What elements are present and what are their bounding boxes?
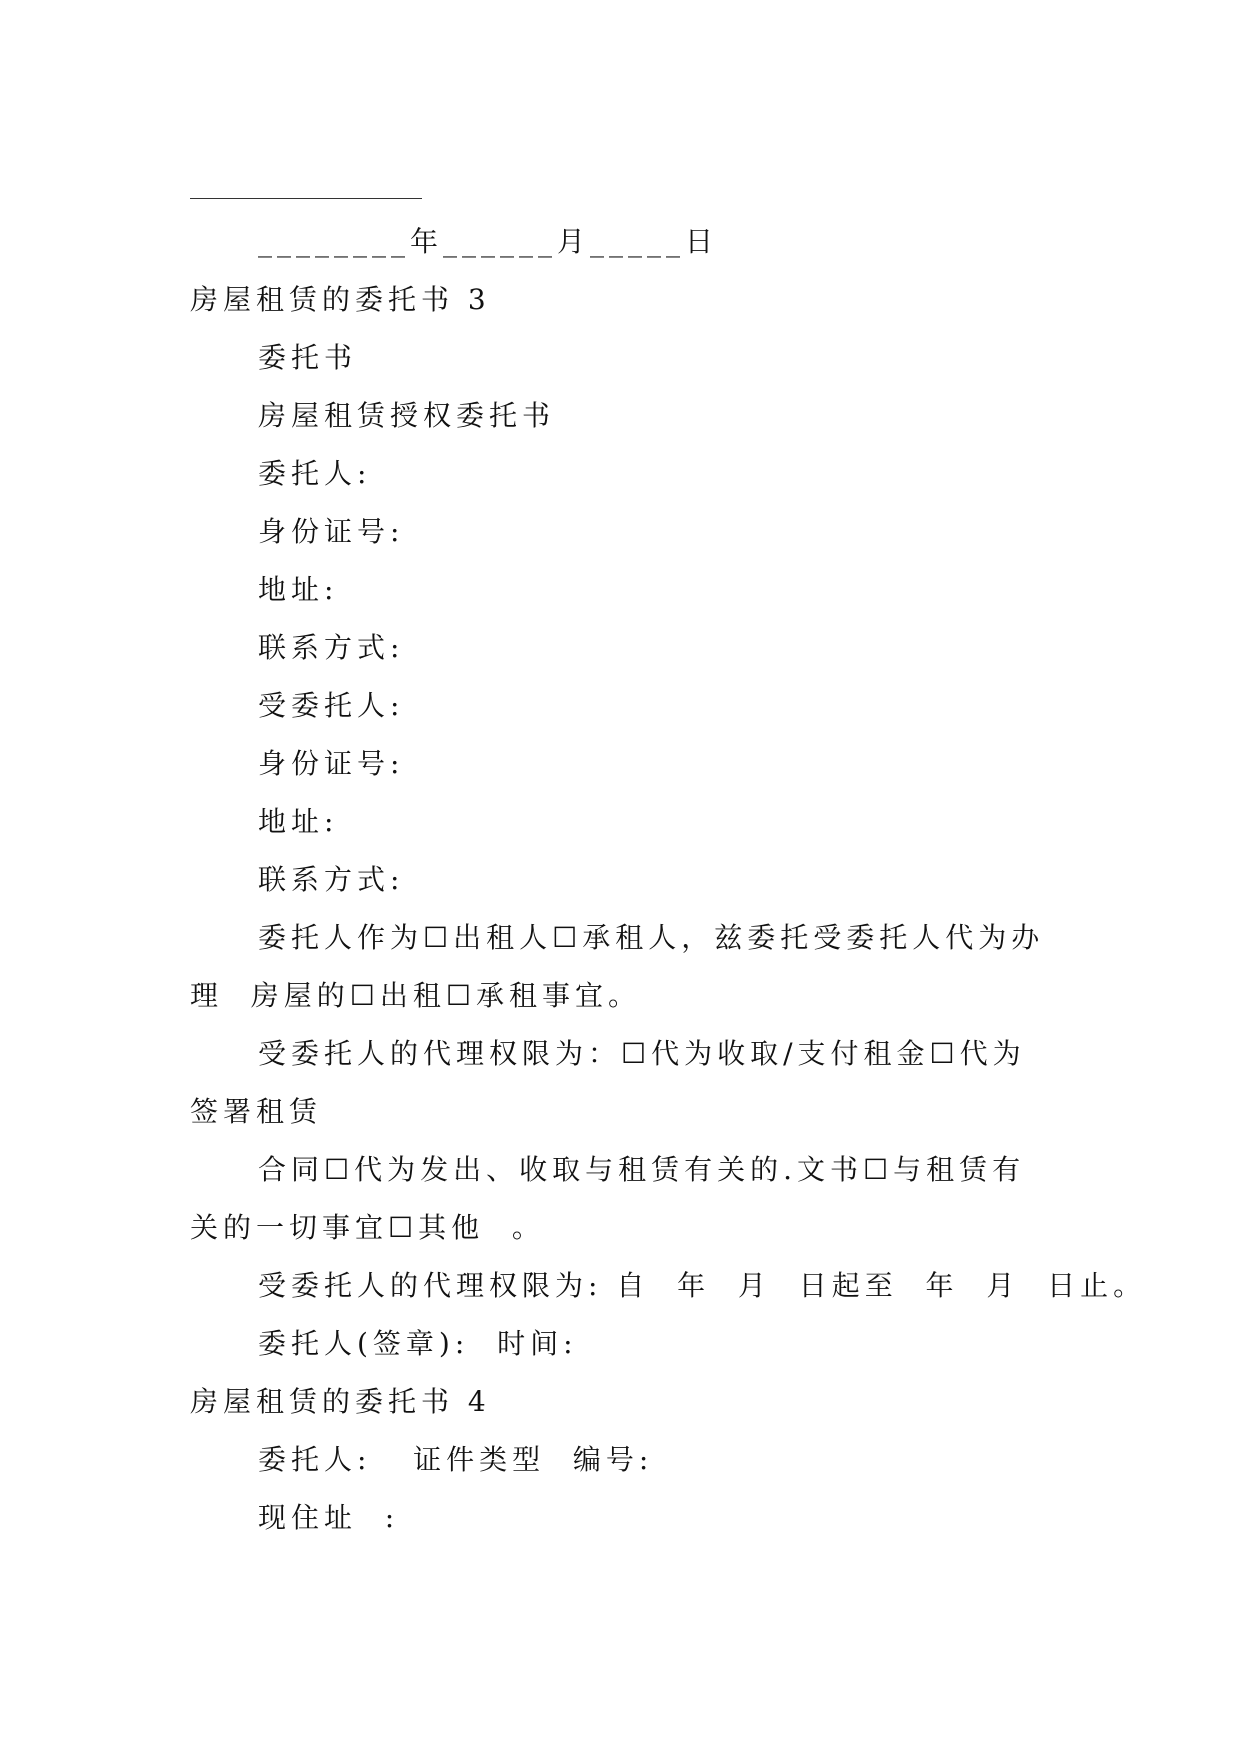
principal-id-label: 身份证号:: [258, 515, 405, 548]
scope-continued-line-1: 合同☐代为发出、收取与租赁有关的.文书☐与租赁有: [258, 1153, 1026, 1186]
signature-underline: [190, 198, 422, 199]
authorization-paragraph-line-2: 理 房屋的☐出租☐承租事宜。: [190, 979, 642, 1012]
date-line: ________年______月_____日: [258, 225, 719, 258]
section-3-heading: 房屋租赁的委托书 3: [190, 283, 491, 316]
principal-contact-label: 联系方式:: [258, 631, 405, 664]
scope-continued-line-2: 关的一切事宜☐其他 。: [190, 1211, 545, 1244]
agent-label: 受委托人:: [258, 689, 405, 722]
principal-credential-line: 委托人: 证件类型 编号:: [258, 1443, 654, 1476]
signature-line: 委托人(签章): 时间:: [258, 1327, 578, 1360]
residence-line: 现住址 :: [258, 1501, 400, 1534]
agent-contact-label: 联系方式:: [258, 863, 405, 896]
principal-label: 委托人:: [258, 457, 372, 490]
agent-id-label: 身份证号:: [258, 747, 405, 780]
document-subtitle: 房屋租赁授权委托书: [258, 399, 556, 432]
scope-paragraph-line-1: 受委托人的代理权限为：☐代为收取/支付租金☐代为: [258, 1037, 1026, 1070]
scope-paragraph-line-2: 签署租赁: [190, 1095, 323, 1128]
section-4-heading: 房屋租赁的委托书 4: [190, 1385, 491, 1418]
document-title: 委托书: [258, 341, 358, 374]
authorization-paragraph-line-1: 委托人作为☐出租人☐承租人，兹委托受委托人代为办: [258, 921, 1045, 954]
authorization-period: 受委托人的代理权限为: 自 年 月 日起至 年 月 日止。: [258, 1269, 1147, 1302]
principal-address-label: 地址:: [258, 573, 339, 606]
agent-address-label: 地址:: [258, 805, 339, 838]
